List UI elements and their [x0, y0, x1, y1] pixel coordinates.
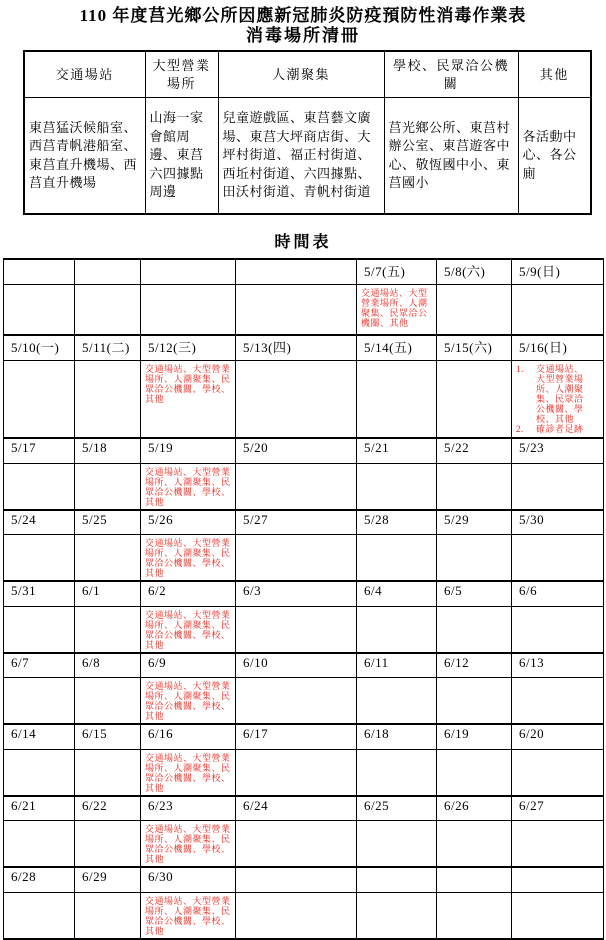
empty-note-cell [236, 284, 357, 335]
date-cell: 6/28 [4, 867, 75, 892]
empty-note-cell [75, 284, 141, 335]
note-item-text: 交通場站、大型營業場所、人潮聚集、民眾洽公機關、學校、其他 [536, 363, 584, 424]
date-cell: 5/29 [437, 510, 512, 535]
empty-note-cell [357, 678, 437, 725]
date-cell: 5/19 [141, 438, 236, 463]
date-cell: 6/14 [4, 724, 75, 749]
locations-header-row [24, 51, 591, 98]
week-7-date-row [4, 796, 604, 821]
date-cell: 6/11 [357, 653, 437, 678]
empty-note-cell [512, 749, 604, 796]
date-cell: 6/10 [236, 653, 357, 678]
date-cell: 6/30 [141, 867, 236, 892]
date-cell: 6/25 [357, 796, 437, 821]
empty-note-cell [75, 821, 141, 868]
empty-note-cell [357, 463, 437, 510]
empty-note-cell [75, 535, 141, 582]
date-cell: 6/29 [75, 867, 141, 892]
empty-note-cell [75, 360, 141, 438]
page-title: 110 年度莒光鄉公所因應新冠肺炎防疫預防性消毒作業表 [79, 6, 527, 25]
note-list-item [516, 424, 590, 434]
loc-cell-transport-stations: 東莒猛沃候船室、西莒青帆港船室、東莒直升機場、西莒直升機場 [24, 98, 145, 215]
note-item-number: 1. [516, 363, 524, 374]
empty-note-cell [512, 892, 604, 939]
week-6-date-row [4, 724, 604, 749]
date-cell: 5/22 [437, 438, 512, 463]
empty-note-cell [437, 892, 512, 939]
empty-note-cell [75, 463, 141, 510]
document-page [0, 5, 606, 936]
empty-note-cell [4, 678, 75, 725]
empty-note-cell [437, 606, 512, 653]
page-subtitle: 消毒場所清冊 [246, 26, 360, 45]
week-6-note-row [4, 749, 604, 796]
date-cell: 6/6 [512, 581, 604, 606]
date-cell: 6/3 [236, 581, 357, 606]
disinfection-note-cell [141, 678, 236, 725]
empty-note-cell [236, 749, 357, 796]
disinfection-note-cell [141, 463, 236, 510]
empty-note-cell [512, 821, 604, 868]
date-cell: 6/18 [357, 724, 437, 749]
week-2-date-row [4, 438, 604, 463]
empty-note-cell [437, 535, 512, 582]
empty-note-cell [4, 535, 75, 582]
date-cell: 6/22 [75, 796, 141, 821]
date-cell: 5/12(三) [141, 335, 236, 360]
date-cell: 5/31 [4, 581, 75, 606]
date-cell: 6/7 [4, 653, 75, 678]
loc-header-other: 其他 [518, 51, 591, 98]
empty-note-cell [512, 606, 604, 653]
empty-note-cell [512, 678, 604, 725]
loc-cell-other: 各活動中心、各公廁 [518, 98, 591, 215]
empty-note-cell [4, 284, 75, 335]
empty-note-cell [236, 892, 357, 939]
disinfection-note-text: 交通場站、大型營業場所、人潮聚集、民眾洽公機關、學校、其他 [145, 466, 231, 507]
week-0-note-row [4, 284, 604, 335]
date-cell: 5/15(六) [437, 335, 512, 360]
date-cell: 6/9 [141, 653, 236, 678]
week-2-note-row [4, 463, 604, 510]
empty-note-cell [141, 284, 236, 335]
week-5-note-row [4, 678, 604, 725]
disinfection-note-cell [141, 749, 236, 796]
empty-note-cell [512, 535, 604, 582]
date-cell: 6/27 [512, 796, 604, 821]
empty-date-cell [236, 259, 357, 284]
date-cell: 6/4 [357, 581, 437, 606]
date-cell: 6/12 [437, 653, 512, 678]
empty-note-cell [4, 749, 75, 796]
week-8-note-row [4, 892, 604, 939]
week-1-note-row [4, 360, 604, 438]
empty-note-cell [437, 463, 512, 510]
disinfection-note-cell [141, 360, 236, 438]
week-3-note-row [4, 535, 604, 582]
week-8-date-row [4, 867, 604, 892]
empty-date-cell [236, 867, 357, 892]
loc-cell-crowd-gathering: 兒童遊戲區、東莒藝文廣場、東莒大坪商店街、大坪村街道、福正村街道、西坵村街道、六四據點、田沃村街道、青帆村街道 [218, 98, 384, 215]
empty-date-cell [512, 867, 604, 892]
empty-note-cell [4, 892, 75, 939]
week-3-date-row [4, 510, 604, 535]
week-4-date-row [4, 581, 604, 606]
empty-note-cell [437, 284, 512, 335]
date-cell: 5/27 [236, 510, 357, 535]
date-cell: 5/13(四) [236, 335, 357, 360]
empty-note-cell [512, 284, 604, 335]
date-cell: 5/25 [75, 510, 141, 535]
date-cell: 5/9(日) [512, 259, 604, 284]
date-cell: 5/8(六) [437, 259, 512, 284]
disinfection-note-cell [141, 535, 236, 582]
empty-date-cell [75, 259, 141, 284]
empty-note-cell [236, 463, 357, 510]
empty-note-cell [357, 360, 437, 438]
disinfection-note-cell [357, 284, 437, 335]
date-cell: 5/24 [4, 510, 75, 535]
empty-note-cell [236, 606, 357, 653]
disinfection-note-text: 交通場站、大型營業場所、人潮聚集、民眾洽公機關、學校、其他 [145, 538, 231, 578]
empty-note-cell [236, 360, 357, 438]
empty-note-cell [357, 892, 437, 939]
empty-note-cell [236, 535, 357, 582]
empty-note-cell [4, 821, 75, 868]
date-cell: 6/17 [236, 724, 357, 749]
empty-note-cell [4, 606, 75, 653]
note-list-item [516, 364, 590, 424]
week-4-note-row [4, 606, 604, 653]
empty-note-cell [357, 821, 437, 868]
disinfection-note-cell [141, 892, 236, 939]
date-cell: 6/2 [141, 581, 236, 606]
date-cell: 5/30 [512, 510, 604, 535]
date-cell: 5/7(五) [357, 259, 437, 284]
disinfection-note-text: 交通場站、大型營業場所、人潮聚集、民眾洽公機關、學校、其他 [145, 895, 231, 936]
date-cell: 6/15 [75, 724, 141, 749]
date-cell: 5/23 [512, 438, 604, 463]
disinfection-note-text: 交通場站、大型營業場所、人潮聚集、民眾洽公機關、學校、其他 [145, 363, 231, 404]
loc-header-transport-stations: 交通場站 [24, 51, 145, 98]
loc-cell-large-businesses: 山海一家會館周邊、東莒六四據點周邊 [145, 98, 218, 215]
empty-note-cell [437, 749, 512, 796]
date-cell: 5/16(日) [512, 335, 604, 360]
empty-note-cell [75, 749, 141, 796]
empty-date-cell [437, 867, 512, 892]
disinfection-locations-table [23, 50, 592, 215]
timetable [3, 258, 604, 940]
disinfection-note-cell-numbered [512, 360, 604, 438]
locations-body-row [24, 98, 591, 215]
date-cell: 5/14(五) [357, 335, 437, 360]
loc-header-crowd-gathering: 人潮聚集 [218, 51, 384, 98]
empty-note-cell [437, 821, 512, 868]
date-cell: 6/26 [437, 796, 512, 821]
date-cell: 6/8 [75, 653, 141, 678]
empty-note-cell [357, 606, 437, 653]
empty-note-cell [437, 678, 512, 725]
date-cell: 5/18 [75, 438, 141, 463]
date-cell: 6/24 [236, 796, 357, 821]
empty-note-cell [75, 678, 141, 725]
disinfection-note-cell [141, 606, 236, 653]
empty-note-cell [4, 360, 75, 438]
note-item-text: 確診者足跡 [536, 423, 584, 434]
date-cell: 6/13 [512, 653, 604, 678]
loc-header-large-businesses: 大型營業場所 [145, 51, 218, 98]
date-cell: 6/19 [437, 724, 512, 749]
disinfection-note-text: 交通場站、大型營業場所、人潮聚集、民眾洽公機關、其他 [361, 287, 428, 328]
disinfection-note-cell [141, 821, 236, 868]
week-7-note-row [4, 821, 604, 868]
date-cell: 6/16 [141, 724, 236, 749]
empty-note-cell [357, 535, 437, 582]
week-1-date-row [4, 335, 604, 360]
empty-note-cell [236, 821, 357, 868]
date-cell: 6/21 [4, 796, 75, 821]
week-0-date-row [4, 259, 604, 284]
disinfection-note-text: 交通場站、大型營業場所、人潮聚集、民眾洽公機關、學校、其他 [145, 752, 231, 793]
empty-note-cell [357, 749, 437, 796]
date-cell: 5/17 [4, 438, 75, 463]
date-cell: 6/23 [141, 796, 236, 821]
empty-note-cell [437, 360, 512, 438]
date-cell: 6/20 [512, 724, 604, 749]
numbered-note-list [513, 362, 602, 435]
empty-note-cell [75, 606, 141, 653]
disinfection-note-text: 交通場站、大型營業場所、人潮聚集、民眾洽公機關、學校、其他 [145, 681, 231, 721]
date-cell: 5/10(一) [4, 335, 75, 360]
empty-date-cell [141, 259, 236, 284]
disinfection-note-text: 交通場站、大型營業場所、人潮聚集、民眾洽公機關、學校、其他 [145, 824, 231, 864]
timetable-title: 時間表 [274, 234, 332, 251]
empty-note-cell [4, 463, 75, 510]
loc-header-schools-public-offices: 學校、民眾洽公機關 [384, 51, 518, 98]
week-5-date-row [4, 653, 604, 678]
empty-date-cell [4, 259, 75, 284]
disinfection-note-text: 交通場站、大型營業場所、人潮聚集、民眾洽公機關、學校、其他 [145, 609, 231, 650]
loc-cell-schools-public-offices: 莒光鄉公所、東莒村辦公室、東莒遊客中心、敬恆國中小、東莒國小 [384, 98, 518, 215]
date-cell: 5/21 [357, 438, 437, 463]
date-cell: 5/28 [357, 510, 437, 535]
date-cell: 6/1 [75, 581, 141, 606]
empty-date-cell [357, 867, 437, 892]
empty-note-cell [512, 463, 604, 510]
date-cell: 6/5 [437, 581, 512, 606]
date-cell: 5/11(二) [75, 335, 141, 360]
empty-note-cell [236, 678, 357, 725]
date-cell: 5/20 [236, 438, 357, 463]
empty-note-cell [75, 892, 141, 939]
note-item-number: 2. [516, 423, 524, 434]
date-cell: 5/26 [141, 510, 236, 535]
